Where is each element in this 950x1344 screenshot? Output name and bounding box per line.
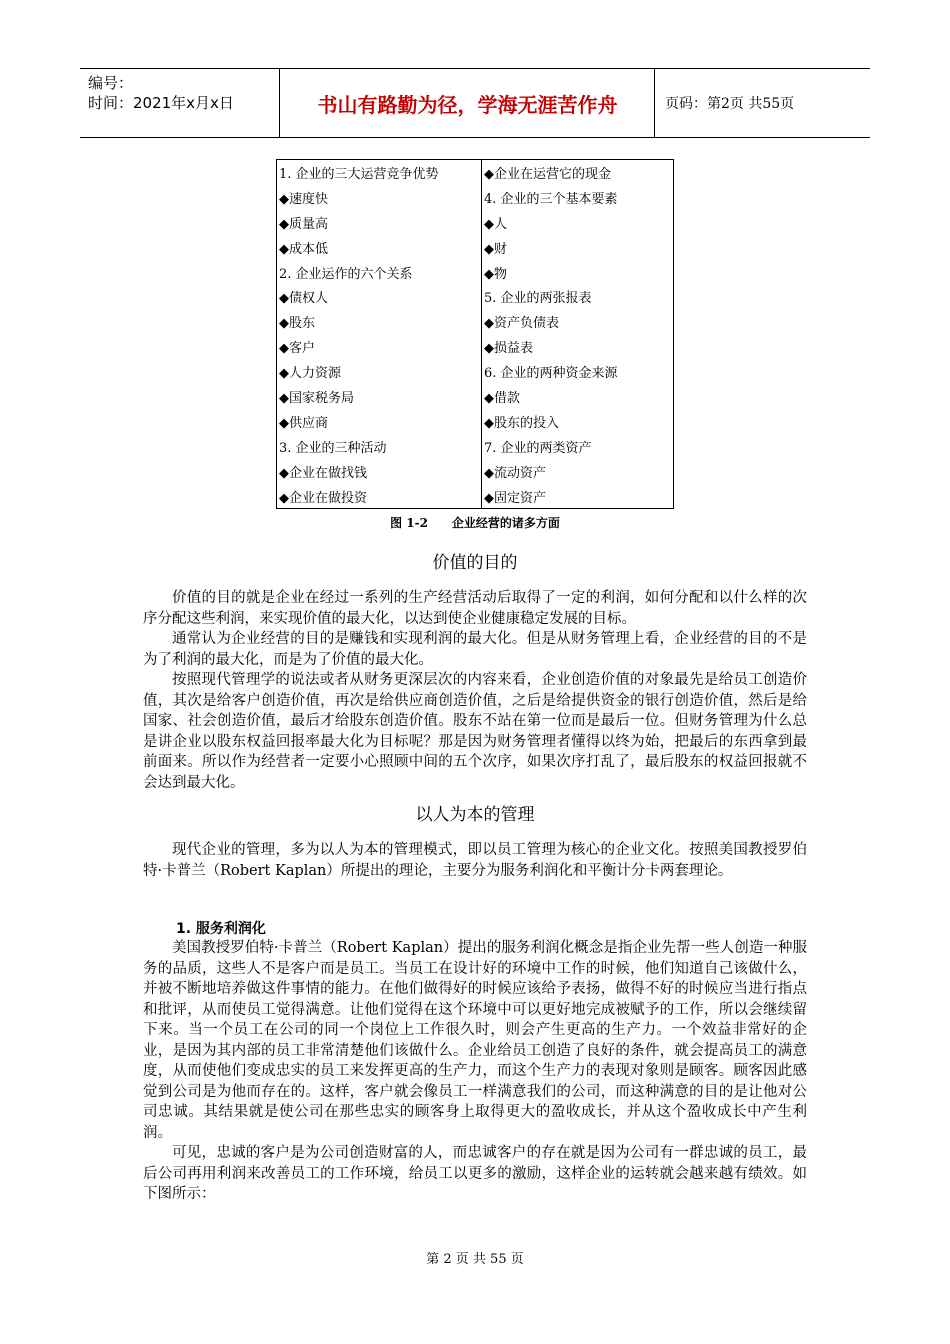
subheading: 1. 服务利润化	[176, 921, 266, 937]
table-row	[277, 459, 674, 484]
header-page-code: 页码：第2页 共55页	[665, 96, 795, 112]
table-cell-right: ◆财	[484, 241, 507, 257]
table-row	[277, 185, 674, 210]
table-cell-left: ◆债权人	[277, 284, 482, 309]
page-header	[80, 68, 870, 138]
figure-caption: 图 1-2 企业经营的诸多方面	[390, 516, 560, 530]
section-people-intro	[143, 840, 807, 881]
table-cell-left: 2. 企业运作的六个关系	[277, 260, 482, 285]
table-cell-left: 3. 企业的三种活动	[277, 434, 482, 459]
page-footer: 第 2 页 共 55 页	[426, 1252, 524, 1267]
table-row	[277, 409, 674, 434]
table-cell-right: 4. 企业的三个基本要素	[484, 191, 618, 207]
paragraph: 现代企业的管理，多为以人为本的管理模式，即以员工管理为核心的企业文化。按照美国教授罗伯特·卡普兰（Robert Kaplan）所提出的理论，主要分为服务利润化和平衡计分卡两套理论。	[143, 842, 807, 879]
table-cell-left: ◆企业在做找钱	[277, 459, 482, 484]
table-cell-left: ◆供应商	[277, 409, 482, 434]
table-row	[277, 384, 674, 409]
paragraph: 可见，忠诚的客户是为公司创造财富的人，而忠诚客户的存在就是因为公司有一群忠诚的员工，最后公司再用利润来改善员工的工作环境，给员工以更多的激励，这样企业的运转就会越来越有绩效。如下图所示：	[143, 1145, 807, 1202]
table-cell-left: ◆质量高	[277, 210, 482, 235]
header-time: 时间：2021年x月x日	[88, 94, 234, 112]
table-cell-left: ◆客户	[277, 334, 482, 359]
header-info	[80, 69, 280, 137]
table-row	[277, 309, 674, 334]
table-row	[277, 484, 674, 509]
table-cell-right: ◆人	[484, 216, 507, 232]
table-cell-left: ◆成本低	[277, 235, 482, 260]
table-row	[277, 359, 674, 384]
table-cell-left: ◆企业在做投资	[277, 484, 482, 509]
paragraph: 美国教授罗伯特·卡普兰（Robert Kaplan）提出的服务利润化概念是指企业先帮一些人创造一种服务的品质，这些人不是客户而是员工。当员工在设计好的环境中工作的时候，他们知道自己该做什么，并被不断地培养做这件事情的能力。在他们做得好的时候应该给予表扬，做得不好的时候应当进行指点和批评，从而使员工觉得满意。让他们觉得在这个环境中可以更好地完成被赋予的工作，所以会继续留下来。当一个员工在公司的同一个岗位上工作很久时，则会产生更高的生产力。一个效益非常好的企业，是因为其内部的员工非常清楚他们该做什么。企业给员工创造了良好的条件，就会提高员工的满意度，从而使他们变成忠实的员工来发挥更高的生产力，而这个生产力的表现对象则是顾客。顾客因此感觉到公司是为他而存在的。这样，客户就会像员工一样满意我们的公司，而这种满意的目的是让他对公司忠诚。其结果就是使公司在那些忠实的顾客身上取得更大的盈收成长，并从这个盈收成长中产生利润。	[143, 940, 807, 1141]
table-cell-left: 1. 企业的三大运营竞争优势	[277, 160, 482, 185]
table-cell-right: ◆固定资产	[484, 490, 546, 506]
header-number: 编号：	[88, 74, 134, 92]
table-row	[277, 210, 674, 235]
table-row	[277, 160, 674, 185]
paragraph: 价值的目的就是企业在经过一系列的生产经营活动后取得了一定的利润，如何分配和以什么样的次序分配这些利润，来实现价值的最大化，以达到使企业健康稳定发展的目标。	[143, 590, 807, 627]
section-people-body	[143, 938, 807, 1205]
table-row	[277, 260, 674, 285]
table-cell-left: ◆股东	[277, 309, 482, 334]
table-row	[277, 334, 674, 359]
table-cell-left: ◆国家税务局	[277, 384, 482, 409]
table-cell-right: 6. 企业的两种资金来源	[484, 366, 618, 382]
table-cell-right: ◆借款	[484, 390, 520, 406]
table-cell-left: ◆人力资源	[277, 359, 482, 384]
table-cell-right: ◆股东的投入	[484, 415, 559, 431]
table-cell-right: ◆损益表	[484, 341, 533, 357]
table-cell-right: ◆物	[484, 266, 507, 282]
table-row	[277, 284, 674, 309]
table-cell-right: ◆资产负债表	[484, 316, 559, 332]
figure-table	[276, 159, 674, 509]
section-title-people: 以人为本的管理	[415, 805, 535, 825]
table-cell-right: ◆流动资产	[484, 465, 546, 481]
header-motto: 书山有路勤为径，学海无涯苦作舟	[281, 69, 655, 137]
section-title-value: 价值的目的	[432, 553, 518, 573]
table-row	[277, 434, 674, 459]
table-cell-right: ◆企业在运营它的现金	[484, 166, 611, 182]
paragraph: 按照现代管理学的说法或者从财务更深层次的内容来看，企业创造价值的对象最先是给员工创造价值，其次是给客户创造价值，再次是给供应商创造价值，之后是给提供资金的银行创造价值，然后是给国家、社会创造价值，最后才给股东创造价值。股东不站在第一位而是最后一位。但财务管理为什么总是讲企业以股东权益回报率最大化为目标呢？那是因为财务管理者懂得以终为始，把最后的东西拿到最前面来。所以作为经营者一定要小心照顾中间的五个次序，如果次序打乱了，最后股东的权益回报就不会达到最大化。	[143, 672, 807, 791]
table-cell-left: ◆速度快	[277, 185, 482, 210]
table-cell-right: 7. 企业的两类资产	[484, 440, 592, 456]
paragraph: 通常认为企业经营的目的是赚钱和实现利润的最大化。但是从财务管理上看，企业经营的目的不是为了利润的最大化，而是为了价值的最大化。	[143, 631, 807, 668]
table-row	[277, 235, 674, 260]
table-cell-right: 5. 企业的两张报表	[484, 291, 592, 307]
section-value-body	[143, 588, 807, 793]
